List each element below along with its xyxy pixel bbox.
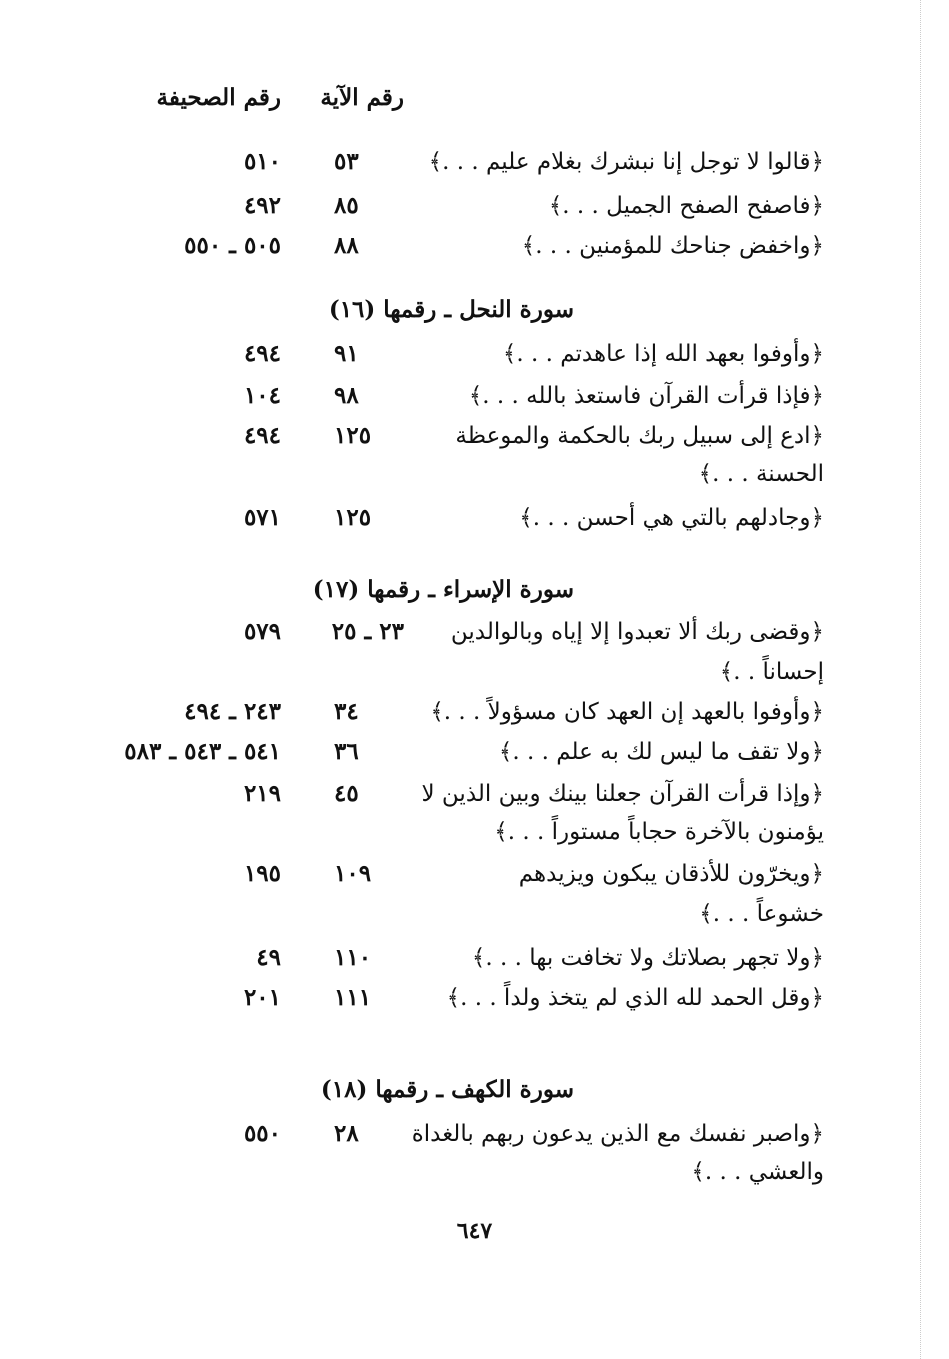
page-reference: ٤٩٤ [243,340,281,367]
page-reference: ٤٩٢ [243,192,281,219]
page-reference: ٤٩٤ [243,422,281,449]
verse-text: ﴿فإذا قرأت القرآن فاستعذ بالله . . .﴾ [468,383,824,409]
page-column-header: رقم الصحيفة [156,84,281,111]
index-row [0,612,949,652]
index-row [0,226,949,266]
ayah-number: ٩٨ [334,382,359,409]
page-reference: ٢٠١ [243,984,281,1011]
ayah-number: ١٢٥ [334,422,372,449]
ayah-number: ٢٨ [334,1120,359,1147]
ayah-number: ٨٨ [334,232,359,259]
ayah-number: ٩١ [334,340,359,367]
page-reference: ٥١٠ [243,148,281,175]
index-row [0,692,949,732]
surah-heading-kahf: سورة الكهف ـ رقمها (١٨) [320,1076,574,1103]
verse-text: ﴿ادع إلى سبيل ربك بالحكمة والموعظة [455,423,824,449]
ayah-number: ١١٠ [334,944,372,971]
page-reference: ٥٠٥ ـ ٥٥٠ [184,232,281,259]
index-row [0,334,949,374]
ayah-number: ١٢٥ [334,504,372,531]
verse-text: ﴿واصبر نفسك مع الذين يدعون ربهم بالغداة [411,1121,824,1147]
index-row [0,416,949,456]
index-row [0,978,949,1018]
verse-text: ﴿واخفض جناحك للمؤمنين . . .﴾ [521,233,824,259]
verse-text: ﴿وأوفوا بعهد الله إذا عاهدتم . . .﴾ [502,341,824,367]
page-reference: ٥٤١ ـ ٥٤٣ ـ ٥٨٣ [124,738,281,765]
ayah-number: ٨٥ [334,192,359,219]
index-row [0,498,949,538]
verse-continuation: إحساناً . .﴾ [719,659,824,685]
verse-continuation: والعشي . . .﴾ [691,1159,824,1185]
page-reference: ٤٩ [256,944,281,971]
index-row [0,774,949,814]
index-row [0,186,949,226]
ayah-column-header: رقم الآية [320,84,404,111]
page-reference: ١٩٥ [243,860,281,887]
page-reference: ٢٤٣ ـ ٤٩٤ [184,698,281,725]
verse-text: ﴿قالوا لا توجل إنا نبشرك بغلام عليم . . .﴾ [428,149,824,175]
ayah-number: ١١١ [334,984,372,1011]
verse-text: ﴿وجادلهم بالتي هي أحسن . . .﴾ [519,505,824,531]
page-reference: ٢١٩ [243,780,281,807]
index-row [0,732,949,772]
index-row [0,938,949,978]
surah-heading-nahl: سورة النحل ـ رقمها (١٦) [328,296,574,323]
verse-text: ﴿فاصفح الصفح الجميل . . .﴾ [548,193,824,219]
page-reference: ٥٧١ [243,504,281,531]
verse-text: ﴿وإذا قرأت القرآن جعلنا بينك وبين الذين لا [421,781,824,807]
ayah-number: ٣٤ [334,698,359,725]
index-row [0,1114,949,1154]
ayah-number: ٤٥ [334,780,359,807]
verse-text: ﴿وأوفوا بالعهد إن العهد كان مسؤولاً . . .﴾ [430,699,824,725]
page-reference: ١٠٤ [243,382,281,409]
verse-text: ﴿ويخرّون للأذقان يبكون ويزيدهم [518,861,824,887]
ayah-number: ٣٦ [334,738,359,765]
verse-continuation: يؤمنون بالآخرة حجاباً مستوراً . . .﴾ [494,819,824,845]
verse-text: ﴿وقضى ربك ألا تعبدوا إلا إياه وبالوالدين [450,619,824,645]
verse-text: ﴿ولا تجهر بصلاتك ولا تخافت بها . . .﴾ [471,945,824,971]
ayah-number: ٥٣ [334,148,359,175]
verse-continuation: خشوعاً . . .﴾ [699,901,824,927]
page-reference: ٥٧٩ [243,618,281,645]
verse-continuation: الحسنة . . .﴾ [698,461,824,487]
verse-text: ﴿ولا تقف ما ليس لك به علم . . .﴾ [498,739,824,765]
surah-heading-isra: سورة الإسراء ـ رقمها (١٧) [312,576,574,603]
index-row [0,376,949,416]
ayah-number: ٢٣ ـ ٢٥ [331,618,404,645]
ayah-number: ١٠٩ [334,860,372,887]
index-row [0,854,949,894]
page-number: ٦٤٧ [456,1218,493,1244]
page-reference: ٥٥٠ [243,1120,281,1147]
verse-text: ﴿وقل الحمد لله الذي لم يتخذ ولداً . . .﴾ [446,985,824,1011]
index-row [0,142,949,182]
